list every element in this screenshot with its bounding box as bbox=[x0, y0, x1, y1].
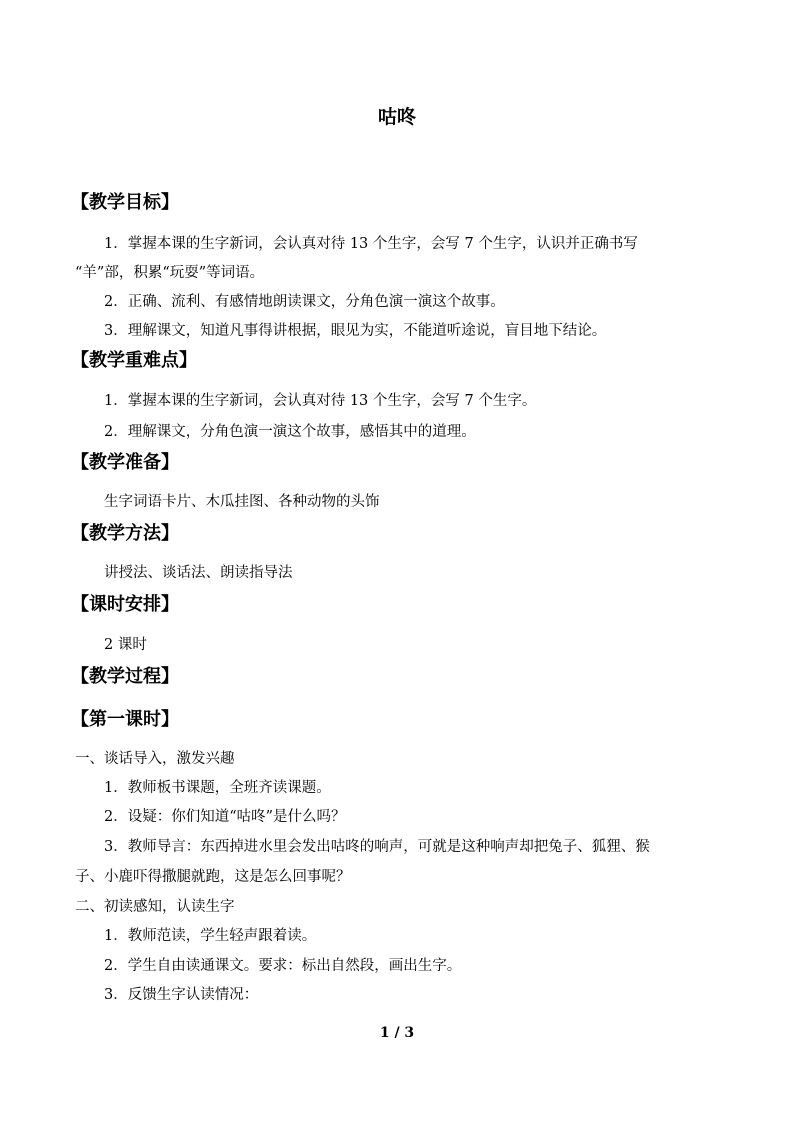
preparation-text: 生字词语卡片、木瓜挂图、各种动物的头饰 bbox=[104, 494, 380, 510]
schedule-text: 2 课时 bbox=[104, 637, 147, 653]
section-heading-first-lesson: 【第一课时】 bbox=[71, 709, 179, 730]
section-heading-key-points: 【教学重难点】 bbox=[71, 350, 197, 371]
objective-line-2: 2．正确、流利、有感情地朗读课文，分角色演一演这个故事。 bbox=[104, 294, 505, 310]
objective-line-1: 1．掌握本课的生字新词，会认真对待 13 个生字，会写 7 个生字，认识并正确书写 bbox=[104, 236, 638, 252]
section-heading-preparation: 【教学准备】 bbox=[71, 452, 179, 473]
objective-line-3: 3．理解课文，知道凡事得讲根据，眼见为实，不能道听途说，盲目地下结论。 bbox=[104, 323, 607, 339]
part1-line-3: 3．教师导言：东西掉进水里会发出咕咚的响声，可就是这种响声却把兔子、狐狸、猴 bbox=[104, 839, 650, 855]
objective-line-1-cont: “羊”部，积累“玩耍”等词语。 bbox=[75, 265, 265, 281]
part1-line-1: 1．教师板书课题，全班齐读课题。 bbox=[104, 780, 331, 796]
section-heading-schedule: 【课时安排】 bbox=[71, 594, 179, 615]
part1-line-2: 2．设疑：你们知道“咕咚”是什么吗？ bbox=[104, 809, 346, 825]
section-heading-objectives: 【教学目标】 bbox=[71, 192, 179, 213]
part2-line-3: 3．反馈生字认读情况： bbox=[104, 987, 259, 1003]
key-point-line-2: 2．理解课文，分角色演一演这个故事，感悟其中的道理。 bbox=[104, 424, 476, 440]
section-heading-methods: 【教学方法】 bbox=[71, 523, 179, 544]
part2-title: 二、初读感知，认读生字 bbox=[75, 899, 235, 915]
methods-text: 讲授法、谈话法、朗读指导法 bbox=[104, 565, 293, 581]
part1-line-3-cont: 子、小鹿吓得撒腿就跑，这是怎么回事呢？ bbox=[75, 869, 351, 885]
part2-line-1: 1．教师范读，学生轻声跟着读。 bbox=[104, 928, 317, 944]
section-heading-process: 【教学过程】 bbox=[71, 666, 179, 687]
part2-line-2: 2．学生自由读通课文。要求：标出自然段，画出生字。 bbox=[104, 958, 462, 974]
page-title: 咕咚 bbox=[377, 106, 416, 128]
page-number: 1 / 3 bbox=[379, 1025, 415, 1041]
key-point-line-1: 1．掌握本课的生字新词，会认真对待 13 个生字，会写 7 个生字。 bbox=[104, 393, 537, 409]
part1-title: 一、谈话导入，激发兴趣 bbox=[75, 751, 235, 767]
